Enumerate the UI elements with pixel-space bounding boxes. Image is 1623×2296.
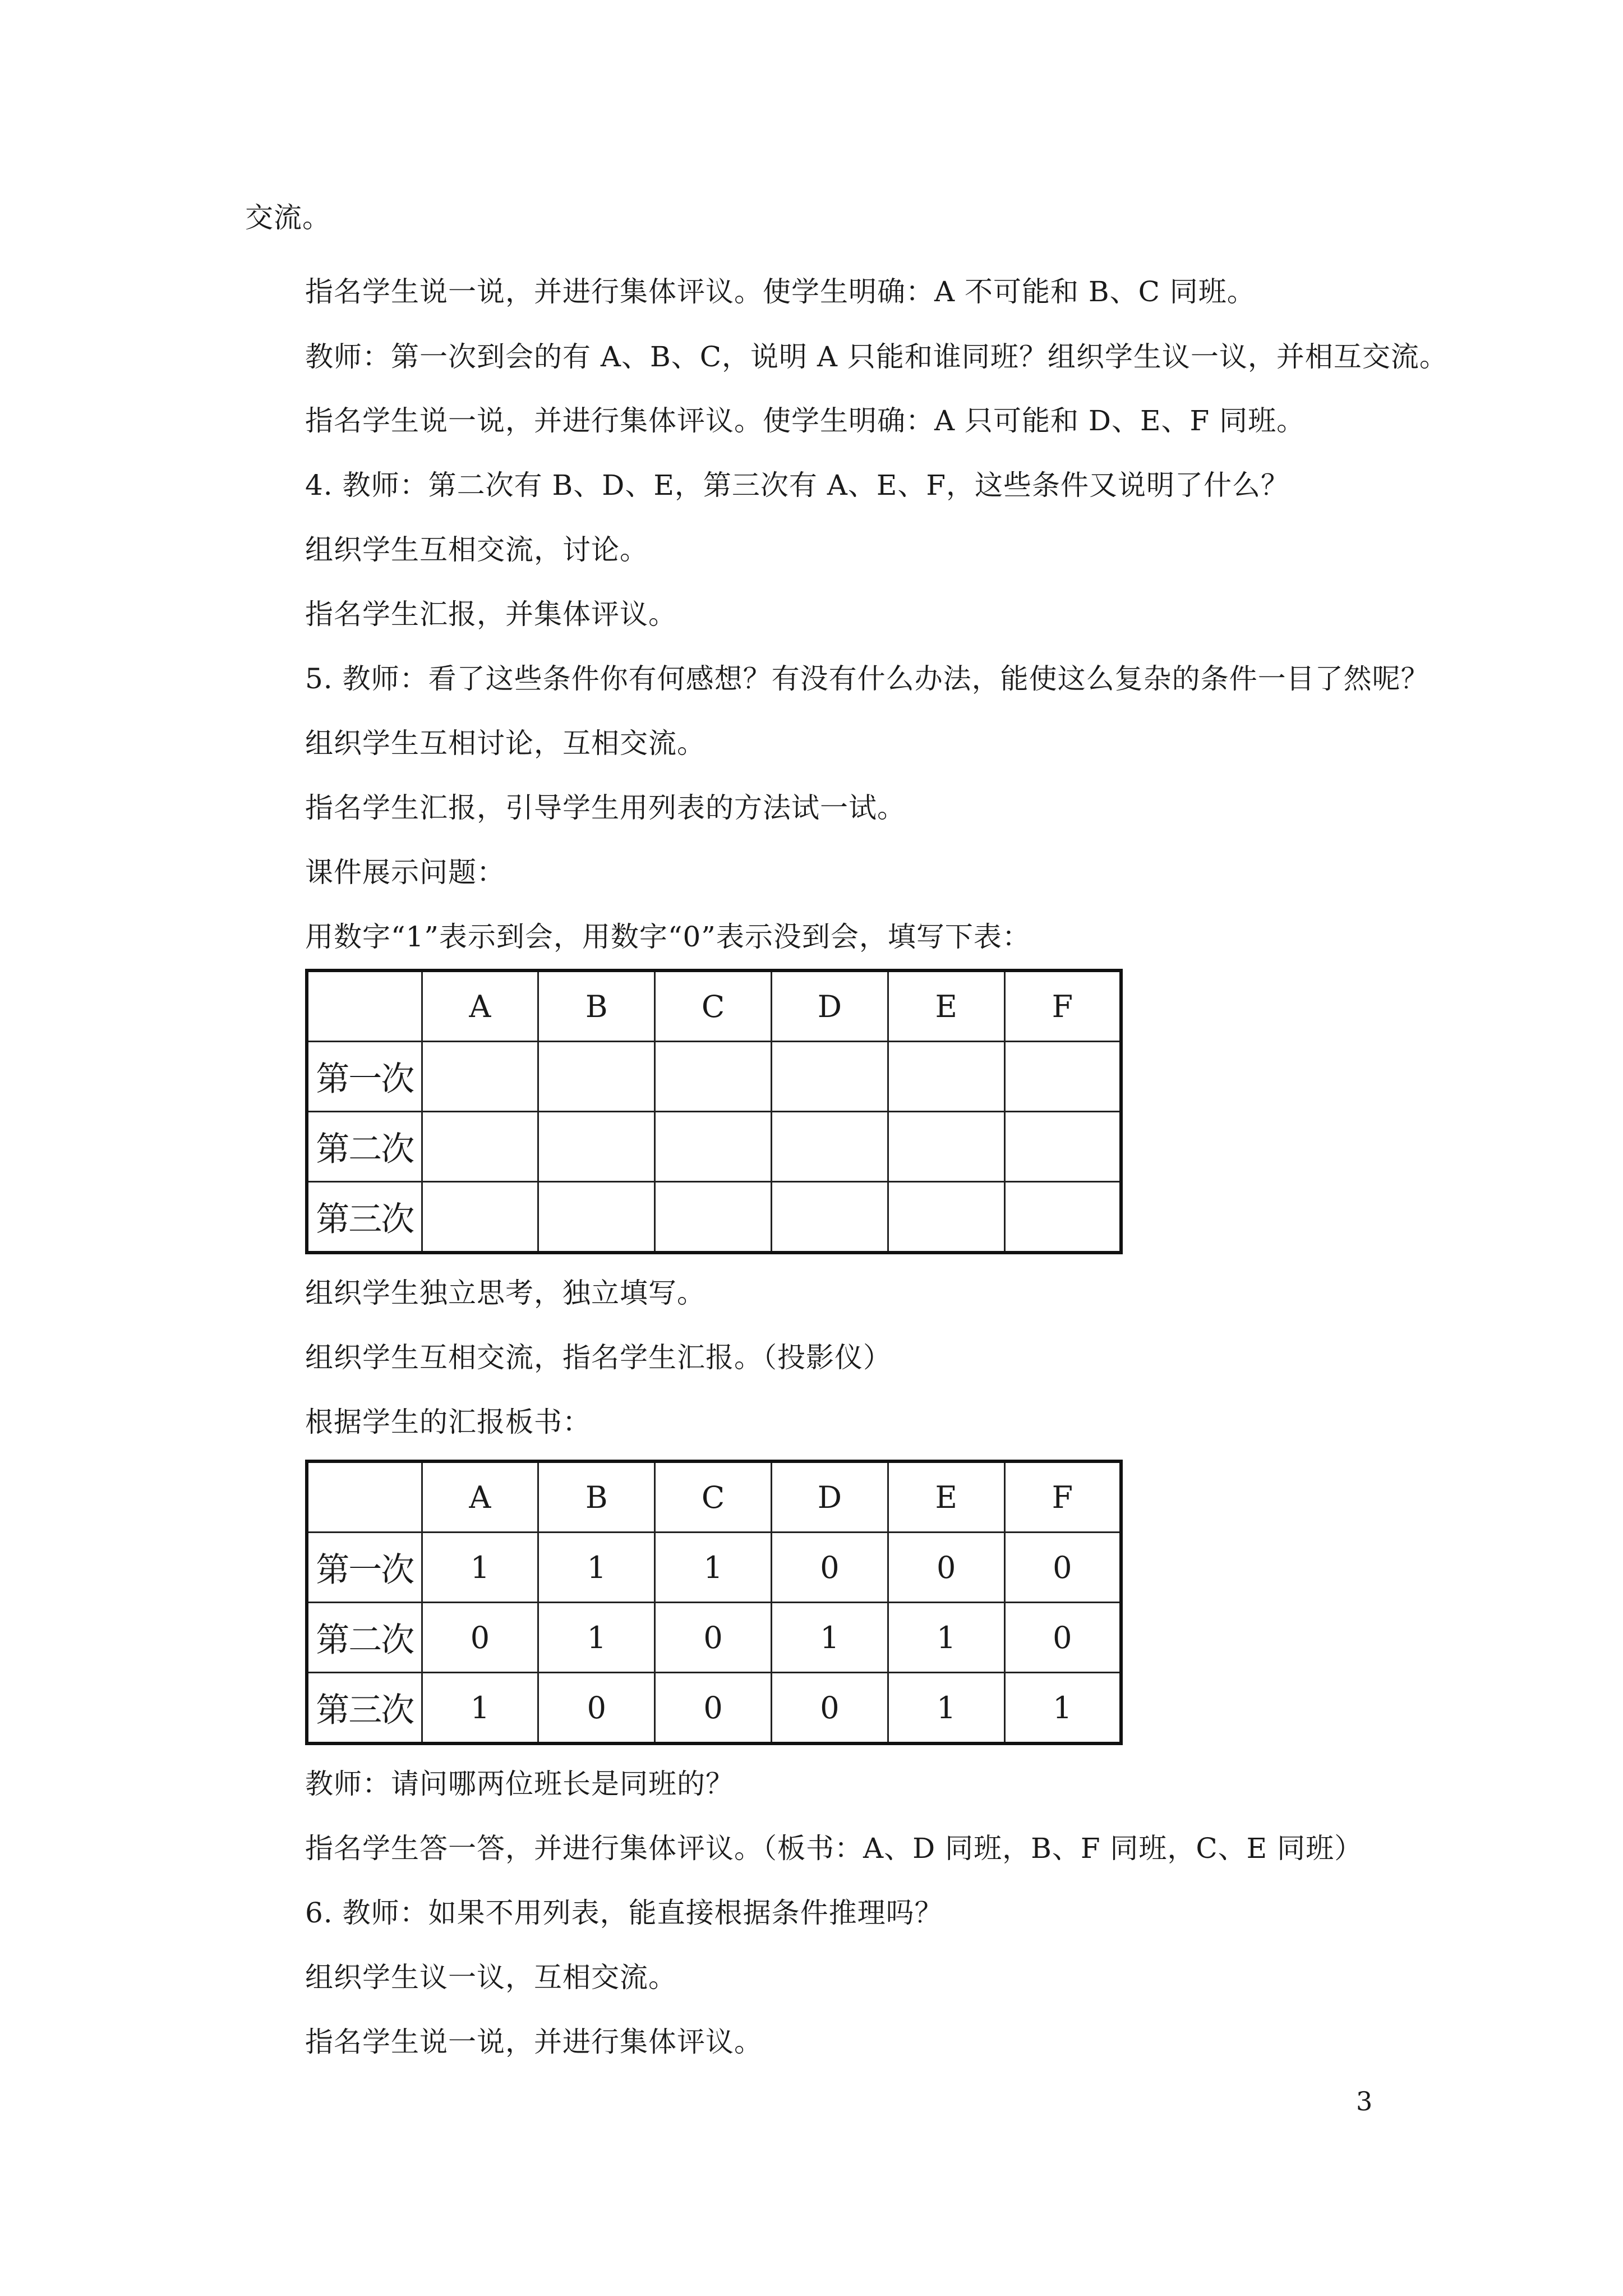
table-cell (422, 1112, 538, 1182)
paragraph-16: 教师：请问哪两位班长是同班的？ (305, 1768, 734, 1800)
paragraph-14: 组织学生互相交流，指名学生汇报。（投影仪） (305, 1341, 892, 1374)
table-cell: 1 (771, 1603, 888, 1673)
table-cell (422, 1182, 538, 1253)
table-header-cell: F (1004, 1461, 1121, 1533)
table-cell: 0 (655, 1603, 772, 1673)
table-cell (888, 1112, 1004, 1182)
table-row (307, 1182, 1121, 1253)
paragraph-6: 组织学生互相交流，讨论。 (305, 533, 648, 566)
paragraph-4: 指名学生说一说，并进行集体评议。使学生明确：A 只可能和 D、E、F 同班。 (305, 404, 1306, 437)
table-cell (771, 1042, 888, 1112)
table-header-cell: A (422, 970, 538, 1042)
paragraph-7: 指名学生汇报，并集体评议。 (305, 598, 677, 631)
table-row (307, 1112, 1121, 1182)
row-label: 第三次 (307, 1182, 422, 1253)
table-cell: 1 (538, 1533, 655, 1603)
paragraph-10: 指名学生汇报，引导学生用列表的方法试一试。 (305, 792, 906, 824)
table-cell (655, 1042, 772, 1112)
table-cell: 1 (422, 1533, 538, 1603)
table-cell: 1 (1004, 1673, 1121, 1744)
table-cell: 0 (1004, 1603, 1121, 1673)
table-header-cell (307, 970, 422, 1042)
row-label: 第二次 (307, 1603, 422, 1673)
table-header-cell: B (538, 970, 655, 1042)
paragraph-12: 用数字“1”表示到会，用数字“0”表示没到会，填写下表： (305, 921, 1031, 953)
table-cell: 1 (422, 1673, 538, 1744)
table-cell: 0 (422, 1603, 538, 1673)
table-header-row (307, 1461, 1121, 1533)
table-header-cell: D (771, 970, 888, 1042)
table-cell: 1 (888, 1603, 1004, 1673)
table-cell: 1 (888, 1673, 1004, 1744)
row-label: 第一次 (307, 1533, 422, 1603)
table-cell (888, 1182, 1004, 1253)
page-number: 3 (1356, 2086, 1373, 2116)
table-row (307, 1533, 1121, 1603)
table-cell (538, 1112, 655, 1182)
paragraph-18: 6. 教师：如果不用列表，能直接根据条件推理吗？ (305, 1897, 943, 1929)
table-cell: 0 (771, 1533, 888, 1603)
table-header-cell: F (1004, 970, 1121, 1042)
paragraph-11: 课件展示问题： (305, 856, 505, 889)
attendance-table-filled (305, 1460, 1123, 1745)
table-cell (888, 1042, 1004, 1112)
table-cell (1004, 1182, 1121, 1253)
paragraph-19: 组织学生议一议，互相交流。 (305, 1961, 677, 1994)
row-label: 第一次 (307, 1042, 422, 1112)
table-cell (1004, 1042, 1121, 1112)
table-cell (771, 1182, 888, 1253)
table-cell: 1 (655, 1533, 772, 1603)
table-cell (422, 1042, 538, 1112)
table-cell (538, 1182, 655, 1253)
table-cell (1004, 1112, 1121, 1182)
table-header-cell: D (771, 1461, 888, 1533)
table-row (307, 1673, 1121, 1744)
paragraph-1: 交流。 (245, 201, 331, 234)
table-cell: 0 (1004, 1533, 1121, 1603)
table-cell (538, 1042, 655, 1112)
paragraph-3: 教师：第一次到会的有 A、B、C，说明 A 只能和谁同班？组织学生议一议，并相互交流。 (305, 341, 1448, 373)
table-cell (771, 1112, 888, 1182)
table-cell (655, 1182, 772, 1253)
table-header-cell: E (888, 1461, 1004, 1533)
paragraph-9: 组织学生互相讨论，互相交流。 (305, 727, 706, 760)
table-cell: 0 (771, 1673, 888, 1744)
table-cell: 0 (888, 1533, 1004, 1603)
table-header-cell: C (655, 970, 772, 1042)
paragraph-8: 5. 教师：看了这些条件你有何感想？有没有什么办法，能使这么复杂的条件一目了然呢？ (305, 662, 1430, 695)
table-header-cell: B (538, 1461, 655, 1533)
table-row (307, 1042, 1121, 1112)
table-header-row (307, 970, 1121, 1042)
table-header-cell: C (655, 1461, 772, 1533)
paragraph-13: 组织学生独立思考，独立填写。 (305, 1277, 706, 1309)
paragraph-17: 指名学生答一答，并进行集体评议。（板书：A、D 同班，B、F 同班，C、E 同班） (305, 1832, 1363, 1865)
table-header-cell: A (422, 1461, 538, 1533)
table-cell: 0 (655, 1673, 772, 1744)
paragraph-5: 4. 教师：第二次有 B、D、E，第三次有 A、E、F，这些条件又说明了什么？ (305, 469, 1290, 501)
row-label: 第三次 (307, 1673, 422, 1744)
paragraph-2: 指名学生说一说，并进行集体评议。使学生明确：A 不可能和 B、C 同班。 (305, 275, 1256, 308)
table-header-cell: E (888, 970, 1004, 1042)
attendance-table-empty (305, 969, 1123, 1254)
table-cell: 1 (538, 1603, 655, 1673)
table-cell (655, 1112, 772, 1182)
table-row (307, 1603, 1121, 1673)
table-header-cell (307, 1461, 422, 1533)
paragraph-20: 指名学生说一说，并进行集体评议。 (305, 2026, 763, 2058)
table-cell: 0 (538, 1673, 655, 1744)
paragraph-15: 根据学生的汇报板书： (305, 1406, 591, 1438)
row-label: 第二次 (307, 1112, 422, 1182)
